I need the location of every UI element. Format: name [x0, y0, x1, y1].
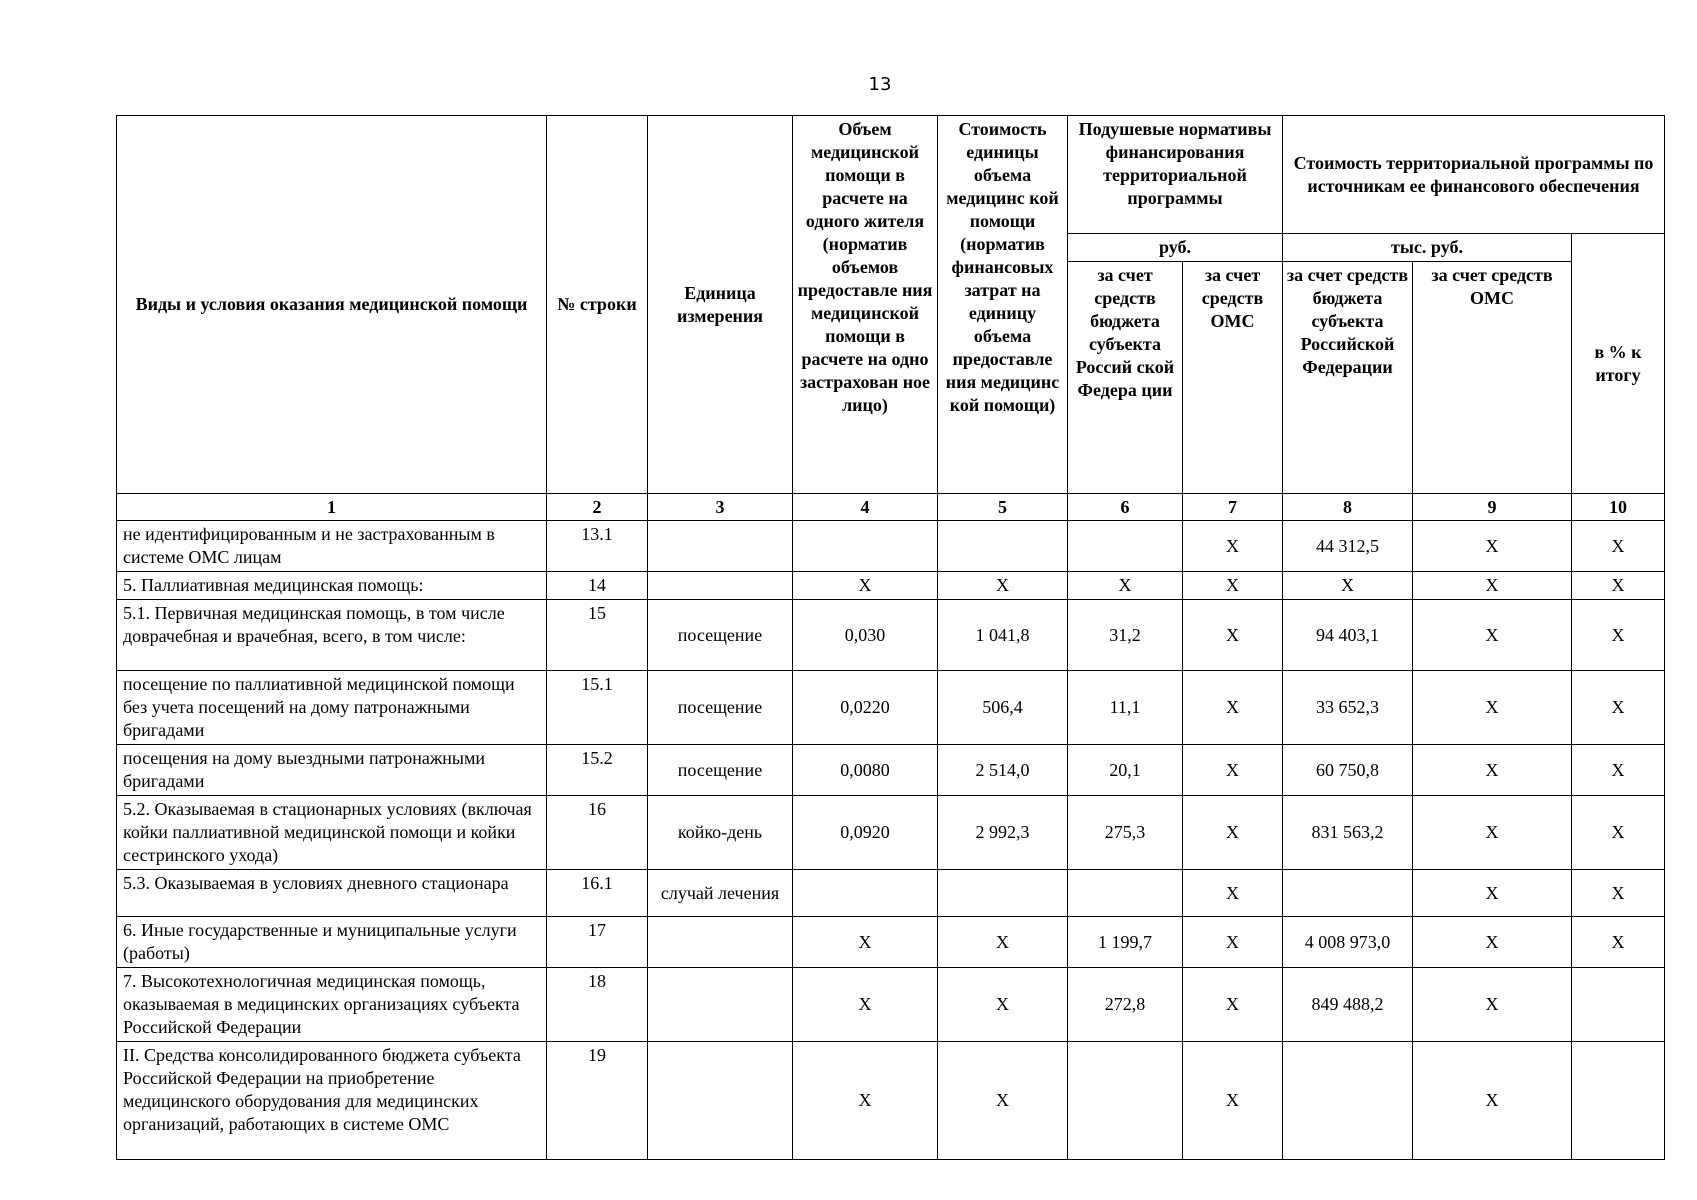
table-row: [117, 521, 1665, 572]
financing-table: [116, 115, 1665, 1160]
row-oms-rub: Х: [1183, 745, 1283, 796]
row-name: 5. Паллиативная медицинская помощь:: [117, 572, 547, 600]
header-percent: в % к итогу: [1572, 234, 1665, 494]
table-row: [117, 870, 1665, 917]
row-percent: Х: [1572, 671, 1665, 745]
row-unit-cost: 506,4: [938, 671, 1068, 745]
row-oms-thous: Х: [1413, 917, 1572, 968]
header-volume: Объем медицинской помощи в расчете на одного жителя (норматив объемов предоставле ния медицинской помощи в расчете на одно застрахован ное лицо): [793, 116, 938, 494]
column-number: 2: [547, 494, 648, 521]
row-budget-thous: 831 563,2: [1283, 796, 1413, 870]
row-name: 5.2. Оказываемая в стационарных условиях (включая койки паллиативной медицинской помощи и койки сестринского ухода): [117, 796, 547, 870]
row-number: 18: [547, 968, 648, 1042]
column-number: 4: [793, 494, 938, 521]
row-oms-thous: Х: [1413, 521, 1572, 572]
row-percent: [1572, 1042, 1665, 1160]
row-number: 19: [547, 1042, 648, 1160]
row-volume: 0,0080: [793, 745, 938, 796]
row-budget-rub: 31,2: [1068, 600, 1183, 671]
row-number: 15: [547, 600, 648, 671]
row-budget-rub: Х: [1068, 572, 1183, 600]
table-row: [117, 796, 1665, 870]
row-oms-thous: Х: [1413, 870, 1572, 917]
row-unit: посещение: [648, 671, 793, 745]
row-unit: [648, 572, 793, 600]
header-budget-rub: за счет средств бюджета субъекта Россий ской Федера ции: [1068, 262, 1183, 494]
table-body: [117, 521, 1665, 1160]
row-name: 5.3. Оказываемая в условиях дневного стационара: [117, 870, 547, 917]
row-budget-thous: 44 312,5: [1283, 521, 1413, 572]
column-number: 6: [1068, 494, 1183, 521]
row-unit-cost: [938, 870, 1068, 917]
table-row: [117, 968, 1665, 1042]
header-unit: Единица измерения: [648, 116, 793, 494]
row-oms-thous: Х: [1413, 796, 1572, 870]
row-volume: Х: [793, 1042, 938, 1160]
table-row: [117, 917, 1665, 968]
row-unit: [648, 1042, 793, 1160]
row-oms-rub: Х: [1183, 968, 1283, 1042]
row-volume: 0,0220: [793, 671, 938, 745]
table-row: [117, 600, 1665, 671]
row-budget-rub: 275,3: [1068, 796, 1183, 870]
row-oms-rub: Х: [1183, 600, 1283, 671]
row-percent: Х: [1572, 917, 1665, 968]
row-unit-cost: [938, 521, 1068, 572]
row-oms-rub: Х: [1183, 1042, 1283, 1160]
row-oms-rub: Х: [1183, 917, 1283, 968]
row-number: 15.1: [547, 671, 648, 745]
row-oms-thous: Х: [1413, 572, 1572, 600]
table-header: [117, 116, 1665, 521]
row-oms-thous: Х: [1413, 1042, 1572, 1160]
header-program-cost: Стоимость территориальной программы по источникам ее финансового обеспечения: [1283, 116, 1665, 234]
row-unit-cost: 2 992,3: [938, 796, 1068, 870]
row-unit-cost: 1 041,8: [938, 600, 1068, 671]
row-unit-cost: 2 514,0: [938, 745, 1068, 796]
row-percent: Х: [1572, 521, 1665, 572]
row-budget-thous: [1283, 870, 1413, 917]
row-volume: 0,030: [793, 600, 938, 671]
row-number: 16: [547, 796, 648, 870]
row-budget-rub: 20,1: [1068, 745, 1183, 796]
row-budget-rub: [1068, 1042, 1183, 1160]
row-budget-rub: 1 199,7: [1068, 917, 1183, 968]
column-number: 10: [1572, 494, 1665, 521]
row-oms-thous: Х: [1413, 745, 1572, 796]
row-number: 14: [547, 572, 648, 600]
row-volume: 0,0920: [793, 796, 938, 870]
row-volume: Х: [793, 572, 938, 600]
header-budget-thous: за счет средств бюджета субъекта Российской Федерации: [1283, 262, 1413, 494]
row-oms-rub: Х: [1183, 572, 1283, 600]
column-number: 1: [117, 494, 547, 521]
row-percent: Х: [1572, 600, 1665, 671]
row-name: II. Средства консолидированного бюджета субъекта Российской Федерации на приобретение медицинского оборудования для медицинских организаций, работающих в системе ОМС: [117, 1042, 547, 1160]
row-percent: Х: [1572, 796, 1665, 870]
header-kinds: Виды и условия оказания медицинской помощи: [117, 116, 547, 494]
row-unit: посещение: [648, 745, 793, 796]
row-volume: [793, 521, 938, 572]
row-budget-rub: 272,8: [1068, 968, 1183, 1042]
row-percent: Х: [1572, 745, 1665, 796]
column-number: 9: [1413, 494, 1572, 521]
header-thous-rub: тыс. руб.: [1283, 234, 1572, 262]
column-number: 7: [1183, 494, 1283, 521]
header-oms-rub: за счет средств ОМС: [1183, 262, 1283, 494]
row-number: 16.1: [547, 870, 648, 917]
row-number: 15.2: [547, 745, 648, 796]
row-unit-cost: Х: [938, 572, 1068, 600]
row-name: 7. Высокотехнологичная медицинская помощь, оказываемая в медицинских организациях субъекта Российской Федерации: [117, 968, 547, 1042]
row-name: не идентифицированным и не застрахованным в системе ОМС лицам: [117, 521, 547, 572]
row-unit-cost: Х: [938, 1042, 1068, 1160]
row-percent: Х: [1572, 572, 1665, 600]
table-row: [117, 671, 1665, 745]
row-oms-thous: Х: [1413, 671, 1572, 745]
row-budget-rub: 11,1: [1068, 671, 1183, 745]
table-row: [117, 745, 1665, 796]
page-number: 13: [868, 74, 892, 95]
row-unit-cost: Х: [938, 968, 1068, 1042]
row-budget-thous: 94 403,1: [1283, 600, 1413, 671]
row-budget-rub: [1068, 521, 1183, 572]
table-row: [117, 1042, 1665, 1160]
row-unit: [648, 917, 793, 968]
row-volume: Х: [793, 968, 938, 1042]
row-name: 6. Иные государственные и муниципальные услуги (работы): [117, 917, 547, 968]
row-budget-thous: 4 008 973,0: [1283, 917, 1413, 968]
row-unit: случай лечения: [648, 870, 793, 917]
row-unit: [648, 521, 793, 572]
column-number: 5: [938, 494, 1068, 521]
header-rub: руб.: [1068, 234, 1283, 262]
row-unit: койко-день: [648, 796, 793, 870]
row-name: посещения на дому выездными патронажными бригадами: [117, 745, 547, 796]
row-budget-rub: [1068, 870, 1183, 917]
row-budget-thous: 33 652,3: [1283, 671, 1413, 745]
row-unit-cost: Х: [938, 917, 1068, 968]
row-volume: Х: [793, 917, 938, 968]
row-oms-rub: Х: [1183, 796, 1283, 870]
row-unit: [648, 968, 793, 1042]
row-name: 5.1. Первичная медицинская помощь, в том числе доврачебная и врачебная, всего, в том числе:: [117, 600, 547, 671]
row-number: 13.1: [547, 521, 648, 572]
column-number: 3: [648, 494, 793, 521]
column-number: 8: [1283, 494, 1413, 521]
table-row: [117, 572, 1665, 600]
row-oms-thous: Х: [1413, 968, 1572, 1042]
row-oms-rub: Х: [1183, 671, 1283, 745]
header-row-number: № строки: [547, 116, 648, 494]
row-name: посещение по паллиативной медицинской помощи без учета посещений на дому патронажными бригадами: [117, 671, 547, 745]
row-oms-rub: Х: [1183, 870, 1283, 917]
header-per-capita: Подушевые нормативы финансирования территориальной программы: [1068, 116, 1283, 234]
row-oms-thous: Х: [1413, 600, 1572, 671]
row-budget-thous: 849 488,2: [1283, 968, 1413, 1042]
row-unit: посещение: [648, 600, 793, 671]
row-budget-thous: 60 750,8: [1283, 745, 1413, 796]
row-percent: [1572, 968, 1665, 1042]
row-oms-rub: Х: [1183, 521, 1283, 572]
header-unit-cost: Стоимость единицы объема медицинс кой помощи (норматив финансовых затрат на единицу объема предоставле ния медицинс кой помощи): [938, 116, 1068, 494]
row-number: 17: [547, 917, 648, 968]
row-percent: Х: [1572, 870, 1665, 917]
row-volume: [793, 870, 938, 917]
row-budget-thous: Х: [1283, 572, 1413, 600]
header-oms-thous: за счет средств ОМС: [1413, 262, 1572, 494]
row-budget-thous: [1283, 1042, 1413, 1160]
column-numbers-row: [117, 494, 1665, 521]
